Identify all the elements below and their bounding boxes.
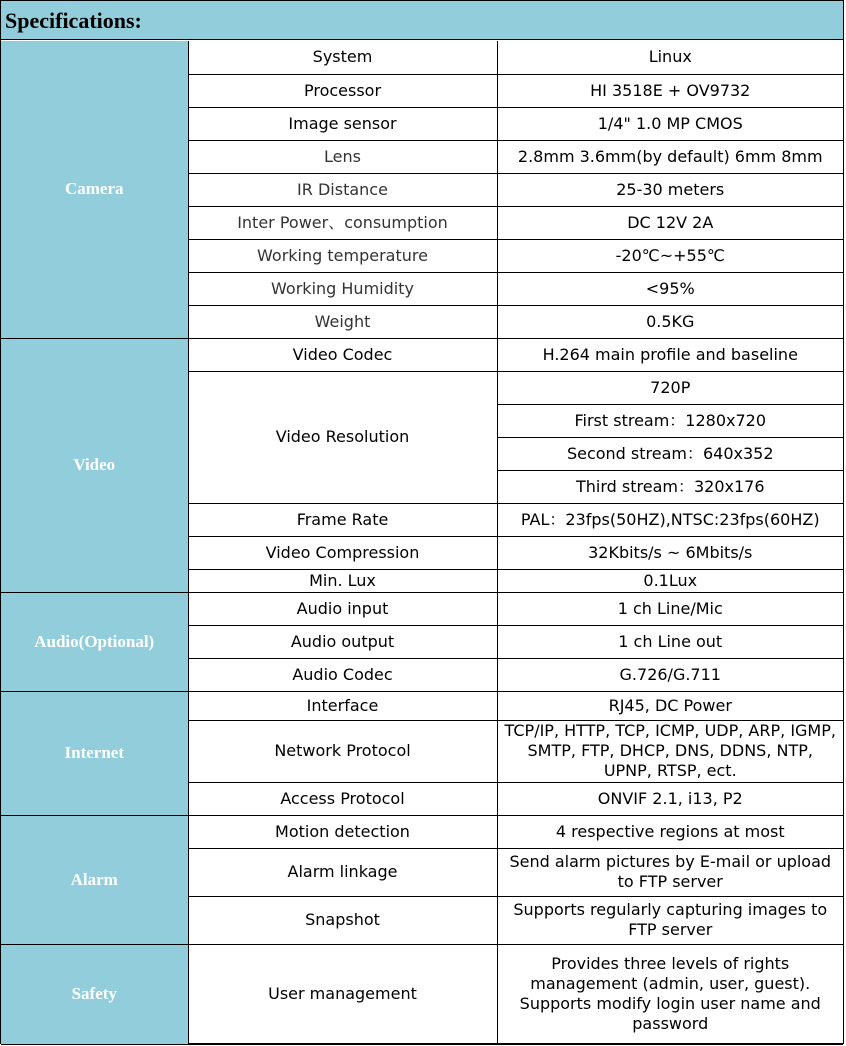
spec-value: -20℃~+55℃	[497, 239, 843, 272]
spec-label: Frame Rate	[188, 503, 497, 536]
table-row	[1, 815, 843, 848]
spec-label: Video Resolution	[188, 371, 497, 503]
spec-value: HI 3518E + OV9732	[497, 74, 843, 107]
spec-value: Linux	[497, 41, 843, 74]
table-row	[1, 592, 843, 625]
spec-value: 25-30 meters	[497, 173, 843, 206]
spec-value: G.726/G.711	[497, 658, 843, 691]
spec-label: Processor	[188, 74, 497, 107]
spec-label: Audio input	[188, 592, 497, 625]
category-alarm: Alarm	[1, 815, 188, 944]
spec-label: Video Compression	[188, 536, 497, 569]
spec-label: Lens	[188, 140, 497, 173]
spec-value: PAL：23fps(50HZ),NTSC:23fps(60HZ)	[497, 503, 843, 536]
spec-value: 1 ch Line out	[497, 625, 843, 658]
spec-label: Access Protocol	[188, 782, 497, 815]
spec-value: 720P	[497, 371, 843, 404]
spec-value: First stream：1280x720	[497, 404, 843, 437]
spec-value: Provides three levels of rights management (admin, user, guest). Supports modify login user name and password	[497, 944, 843, 1044]
spec-value: 4 respective regions at most	[497, 815, 843, 848]
spec-label: User management	[188, 944, 497, 1044]
spec-label: Audio output	[188, 625, 497, 658]
spec-label: Audio Codec	[188, 658, 497, 691]
spec-label: Interface	[188, 691, 497, 720]
spec-value: Third stream：320x176	[497, 470, 843, 503]
table-row	[1, 691, 843, 720]
spec-value: 0.1Lux	[497, 569, 843, 592]
spec-value: DC 12V 2A	[497, 206, 843, 239]
spec-value: H.264 main profile and baseline	[497, 338, 843, 371]
spec-label: Network Protocol	[188, 720, 497, 782]
spec-value: 0.5KG	[497, 305, 843, 338]
category-video: Video	[1, 338, 188, 592]
spec-value: Supports regularly capturing images to FTP server	[497, 896, 843, 944]
spec-value: ONVIF 2.1, i13, P2	[497, 782, 843, 815]
spec-value: Send alarm pictures by E-mail or upload to FTP server	[497, 848, 843, 896]
table-row	[1, 944, 843, 1044]
spec-label: Image sensor	[188, 107, 497, 140]
spec-label: Snapshot	[188, 896, 497, 944]
category-camera: Camera	[1, 41, 188, 338]
spec-label: Inter Power、consumption	[188, 206, 497, 239]
spec-value: TCP/IP, HTTP, TCP, ICMP, UDP, ARP, IGMP, SMTP, FTP, DHCP, DNS, DDNS, NTP, UPNP, RTSP, ect.	[497, 720, 843, 782]
spec-value: 1 ch Line/Mic	[497, 592, 843, 625]
spec-value: 1/4" 1.0 MP CMOS	[497, 107, 843, 140]
spec-label: Motion detection	[188, 815, 497, 848]
category-safety: Safety	[1, 944, 188, 1044]
page-title: Specifications:	[1, 1, 843, 40]
spec-label: System	[188, 41, 497, 74]
spec-label: Working Humidity	[188, 272, 497, 305]
spec-label: Video Codec	[188, 338, 497, 371]
table-row	[1, 41, 843, 74]
spec-label: Alarm linkage	[188, 848, 497, 896]
category-internet: Internet	[1, 691, 188, 815]
spec-value: 32Kbits/s ~ 6Mbits/s	[497, 536, 843, 569]
spec-table	[1, 41, 843, 1045]
spec-label: Weight	[188, 305, 497, 338]
spec-value: 2.8mm 3.6mm(by default) 6mm 8mm	[497, 140, 843, 173]
spec-value: Second stream：640x352	[497, 437, 843, 470]
table-row	[1, 338, 843, 371]
spec-label: Working temperature	[188, 239, 497, 272]
spec-label: IR Distance	[188, 173, 497, 206]
spec-value: <95%	[497, 272, 843, 305]
category-audio: Audio(Optional)	[1, 592, 188, 691]
spec-value: RJ45, DC Power	[497, 691, 843, 720]
spec-label: Min. Lux	[188, 569, 497, 592]
